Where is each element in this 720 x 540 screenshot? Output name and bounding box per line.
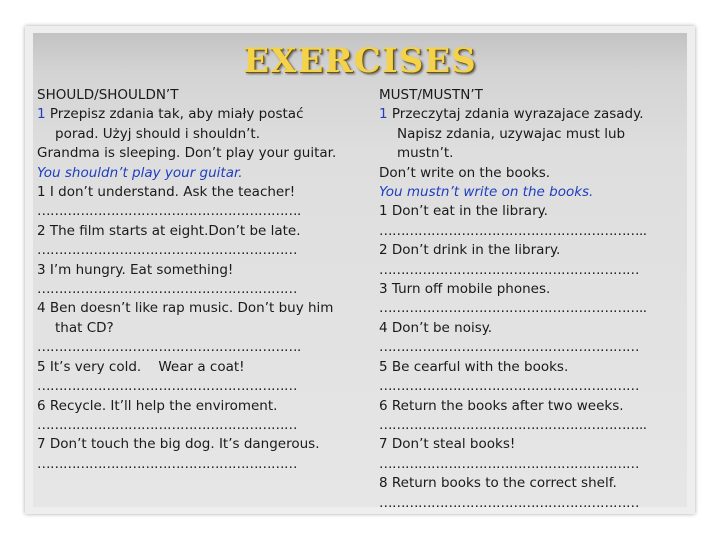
should-example-prompt: Grandma is sleeping. Don’t play your guitar. (37, 145, 337, 162)
must-item-8: 8 Return books to the correct shelf. (379, 475, 617, 492)
must-example-answer: You mustn’t write on the books. (379, 184, 594, 201)
must-instruction-cont: Napisz zdania, uzywajac must lub (397, 125, 626, 142)
answer-blank[interactable]: ……………………………………………………. (37, 203, 301, 220)
answer-blank[interactable]: …………………………………………………… (37, 455, 297, 472)
should-item-4-cont: that CD? (55, 319, 114, 336)
must-item-7: 7 Don’t steal books! (379, 436, 516, 453)
should-item-2: 2 The film starts at eight.Don’t be late. (37, 222, 301, 239)
must-item-1: 1 Don’t eat in the library. (379, 203, 548, 220)
answer-blank[interactable]: …………………………………………………… (379, 339, 639, 356)
answer-blank[interactable]: …………………………………………………… (37, 416, 297, 433)
must-item-2: 2 Don’t drink in the library. (379, 242, 561, 259)
must-item-6: 6 Return the books after two weeks. (379, 397, 624, 414)
answer-blank[interactable]: …………………………………………………… (379, 494, 639, 507)
answer-blank[interactable]: …………………………………………………… (379, 378, 639, 395)
must-item-4: 4 Don’t be noisy. (379, 319, 493, 336)
instruction-text: Przeczytaj zdania wyrazajace zasady. (387, 106, 644, 123)
slide (33, 33, 687, 507)
must-column (379, 86, 685, 507)
should-example-answer: You shouldn’t play your guitar. (37, 164, 243, 181)
answer-blank[interactable]: …………………………………………………… (37, 378, 297, 395)
answer-blank[interactable]: …………………………………………………….. (379, 416, 647, 433)
must-item-3: 3 Turn off mobile phones. (379, 281, 551, 298)
answer-blank[interactable]: …………………………………………………… (37, 242, 297, 259)
should-item-7: 7 Don’t touch the big dog. It’s dangerous. (37, 436, 320, 453)
must-instruction-cont-2: mustn’t. (397, 145, 454, 162)
slide-title: EXERCISES (243, 41, 477, 81)
should-heading: SHOULD/SHOULDN’T (37, 87, 179, 103)
answer-blank[interactable]: …………………………………………………… (37, 281, 297, 298)
should-item-3: 3 I’m hungry. Eat something! (37, 261, 234, 278)
instruction-number: 1 (379, 106, 388, 123)
answer-blank[interactable]: …………………………………………………… (379, 455, 639, 472)
should-instruction (37, 105, 357, 124)
answer-blank[interactable]: …………………………………………………….. (379, 300, 647, 317)
should-item-4: 4 Ben doesn’t like rap music. Don’t buy him (37, 300, 334, 317)
must-example-prompt: Don’t write on the books. (379, 164, 551, 181)
answer-blank[interactable]: …………………………………………………… (379, 261, 639, 278)
should-item-1: 1 I don’t understand. Ask the teacher! (37, 184, 296, 201)
should-column (37, 86, 357, 474)
must-instruction (379, 105, 685, 124)
instruction-number: 1 (37, 106, 46, 123)
must-item-5: 5 Be cearful with the books. (379, 358, 569, 375)
should-item-5: 5 It’s very cold. Wear a coat! (37, 358, 245, 375)
should-item-6: 6 Recycle. It’ll help the enviroment. (37, 397, 278, 414)
should-instruction-cont: porad. Użyj should i shouldn’t. (55, 125, 261, 142)
answer-blank[interactable]: ……………………………………………………. (37, 339, 301, 356)
answer-blank[interactable]: …………………………………………………….. (379, 222, 647, 239)
instruction-text: Przepisz zdania tak, aby miały postać (45, 106, 304, 123)
must-heading: MUST/MUSTN’T (379, 87, 483, 103)
